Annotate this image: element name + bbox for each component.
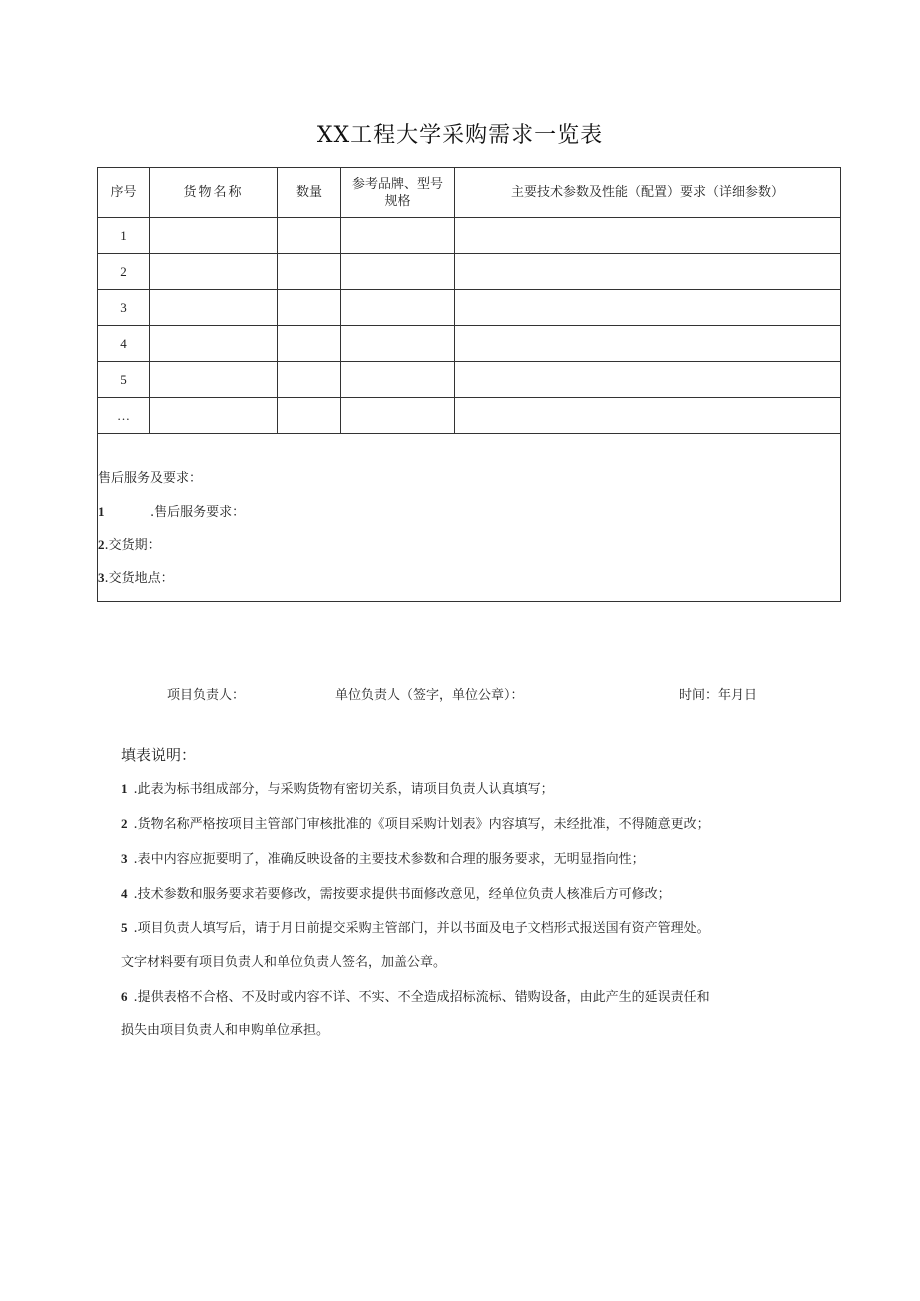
header-goods-name: 货物名称 <box>150 168 278 218</box>
header-brand-model: 参考品牌、型号 规格 <box>341 168 455 218</box>
quantity-cell[interactable] <box>278 290 341 326</box>
brand-model-cell[interactable] <box>341 218 455 254</box>
instruction-text: .技术参数和服务要求若要修改，需按要求提供书面修改意见，经单位负责人核准后方可修改； <box>133 887 671 902</box>
quantity-cell[interactable] <box>278 254 341 290</box>
service-item-text: .交货期： <box>104 538 161 553</box>
instruction-text: 损失由项目负责人和申购单位承担。 <box>121 1023 330 1038</box>
table-row <box>98 218 841 254</box>
service-section[interactable] <box>98 434 841 602</box>
table-row <box>98 254 841 290</box>
goods-name-cell[interactable] <box>150 398 278 434</box>
instruction-item-continued <box>121 951 446 970</box>
service-item-num: 3 <box>98 570 105 585</box>
brand-model-cell[interactable] <box>341 290 455 326</box>
instruction-num: 2 <box>121 816 128 831</box>
instruction-item <box>121 813 710 832</box>
tech-params-cell[interactable] <box>455 290 841 326</box>
brand-model-cell[interactable] <box>341 362 455 398</box>
brand-model-cell[interactable] <box>341 398 455 434</box>
row-index: 5 <box>98 362 150 398</box>
service-heading: 售后服务及要求： <box>98 471 203 486</box>
quantity-cell[interactable] <box>278 326 341 362</box>
goods-name-cell[interactable] <box>150 218 278 254</box>
quantity-cell[interactable] <box>278 362 341 398</box>
table-row <box>98 398 841 434</box>
instruction-item <box>121 917 710 936</box>
table-row <box>98 326 841 362</box>
date-label: 时间：年月日 <box>679 688 758 703</box>
tech-params-cell[interactable] <box>455 362 841 398</box>
tech-params-cell[interactable] <box>455 254 841 290</box>
brand-model-cell[interactable] <box>341 326 455 362</box>
requirements-table <box>97 167 841 602</box>
instructions-heading: 填表说明： <box>121 746 197 764</box>
goods-name-cell[interactable] <box>150 326 278 362</box>
quantity-cell[interactable] <box>278 218 341 254</box>
header-index: 序号 <box>98 168 150 218</box>
goods-name-cell[interactable] <box>150 362 278 398</box>
instruction-item-continued <box>121 1019 329 1038</box>
table-row <box>98 362 841 398</box>
instruction-text: .提供表格不合格、不及时或内容不详、不实、不全造成招标流标、错购设备，由此产生的延误责任和 <box>133 990 710 1005</box>
table-header-row <box>98 168 841 218</box>
instruction-text: 文字材料要有项目负责人和单位负责人签名，加盖公章。 <box>121 955 447 970</box>
tech-params-cell[interactable] <box>455 218 841 254</box>
instruction-num: 1 <box>121 781 128 796</box>
instruction-text: .货物名称严格按项目主管部门审核批准的《项目采购计划表》内容填写，未经批准，不得随意更改； <box>133 817 710 832</box>
row-index: 4 <box>98 326 150 362</box>
service-item-num: 1 <box>98 504 105 519</box>
quantity-cell[interactable] <box>278 398 341 434</box>
service-item <box>98 535 840 568</box>
instruction-item <box>121 986 710 1005</box>
instruction-num: 3 <box>121 851 128 866</box>
instruction-text: .此表为标书组成部分，与采购货物有密切关系，请项目负责人认真填写； <box>133 782 554 797</box>
instruction-item <box>121 848 645 867</box>
instruction-num: 4 <box>121 886 128 901</box>
tech-params-cell[interactable] <box>455 398 841 434</box>
row-index: 2 <box>98 254 150 290</box>
header-tech-params: 主要技术参数及性能（配置）要求（详细参数） <box>455 168 841 218</box>
row-index: 3 <box>98 290 150 326</box>
page-title: XX工程大学采购需求一览表 <box>316 123 604 148</box>
instruction-text: .项目负责人填写后，请于月日前提交采购主管部门，并以书面及电子文档形式报送国有资产管理处。 <box>133 921 710 936</box>
service-item-text: .交货地点： <box>104 571 174 586</box>
instruction-num: 6 <box>121 989 128 1004</box>
service-row <box>98 434 841 602</box>
project-lead-label: 项目负责人： <box>167 688 246 703</box>
service-item-text: .售后服务要求： <box>150 505 246 520</box>
instruction-text: .表中内容应扼要明了，准确反映设备的主要技术参数和合理的服务要求，无明显指向性； <box>133 852 645 867</box>
header-quantity: 数量 <box>278 168 341 218</box>
instruction-item <box>121 778 554 797</box>
table-row <box>98 290 841 326</box>
unit-lead-label: 单位负责人（签字，单位公章）： <box>335 688 524 703</box>
row-index: 1 <box>98 218 150 254</box>
service-item-num: 2 <box>98 537 105 552</box>
row-index: … <box>98 398 150 434</box>
instruction-item <box>121 883 671 902</box>
tech-params-cell[interactable] <box>455 326 841 362</box>
instruction-num: 5 <box>121 920 128 935</box>
service-item <box>98 502 840 535</box>
service-item <box>98 568 840 601</box>
goods-name-cell[interactable] <box>150 254 278 290</box>
brand-model-cell[interactable] <box>341 254 455 290</box>
goods-name-cell[interactable] <box>150 290 278 326</box>
